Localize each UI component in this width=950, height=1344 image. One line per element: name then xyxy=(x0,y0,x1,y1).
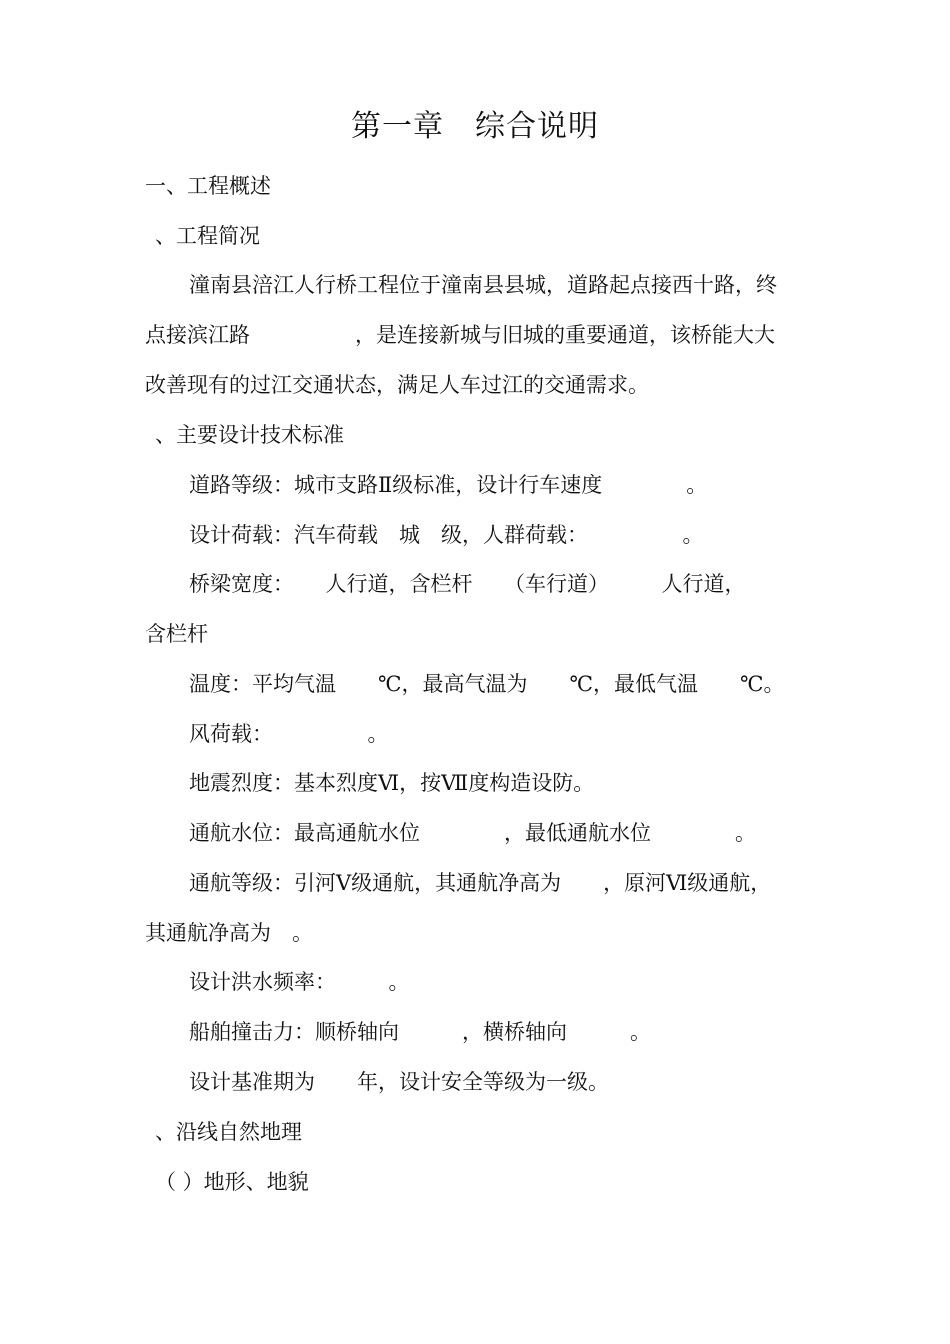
paragraph-line: 点接滨江路 ，是连接新城与旧城的重要通道，该桥能大大 xyxy=(145,323,775,347)
section-heading: 一、工程概述 xyxy=(145,174,271,198)
spec-line: 温度：平均气温 ℃，最高气温为 ℃，最低气温 ℃。 xyxy=(189,672,785,696)
subsection-heading: 、沿线自然地理 xyxy=(155,1120,302,1144)
spec-line: 通航等级：引河Ⅴ级通航，其通航净高为 ，原河Ⅵ级通航， xyxy=(189,871,772,895)
subsection-heading: （ ）地形、地貌 xyxy=(155,1170,309,1194)
spec-line: 通航水位：最高通航水位 ，最低通航水位 。 xyxy=(189,821,756,845)
subsection-heading: 、工程简况 xyxy=(155,224,260,248)
spec-line: 道路等级：城市支路Ⅱ级标准，设计行车速度 。 xyxy=(189,473,708,497)
spec-line: 设计荷载：汽车荷载 城 级，人群荷载： 。 xyxy=(189,523,704,547)
paragraph-line: 改善现有的过江交通状态，满足人车过江的交通需求。 xyxy=(145,373,649,397)
spec-line: 设计洪水频率： 。 xyxy=(189,970,410,994)
spec-line: 设计基准期为 年，设计安全等级为一级。 xyxy=(189,1070,609,1094)
spec-line: 风荷载： 。 xyxy=(189,722,389,746)
spec-line: 其通航净高为 。 xyxy=(145,921,313,945)
spec-line: 地震烈度：基本烈度Ⅵ，按Ⅶ度构造设防。 xyxy=(189,771,595,795)
spec-line: 桥梁宽度： 人行道，含栏杆 （车行道） 人行道， xyxy=(189,572,746,596)
spec-line: 含栏杆 xyxy=(145,622,208,646)
page-title: 第一章 综合说明 xyxy=(351,109,599,144)
paragraph-line: 潼南县涪江人行桥工程位于潼南县县城，道路起点接西十路，终 xyxy=(189,273,777,297)
subsection-heading: 、主要设计技术标准 xyxy=(155,423,344,447)
spec-line: 船舶撞击力：顺桥轴向 ，横桥轴向 。 xyxy=(189,1020,651,1044)
